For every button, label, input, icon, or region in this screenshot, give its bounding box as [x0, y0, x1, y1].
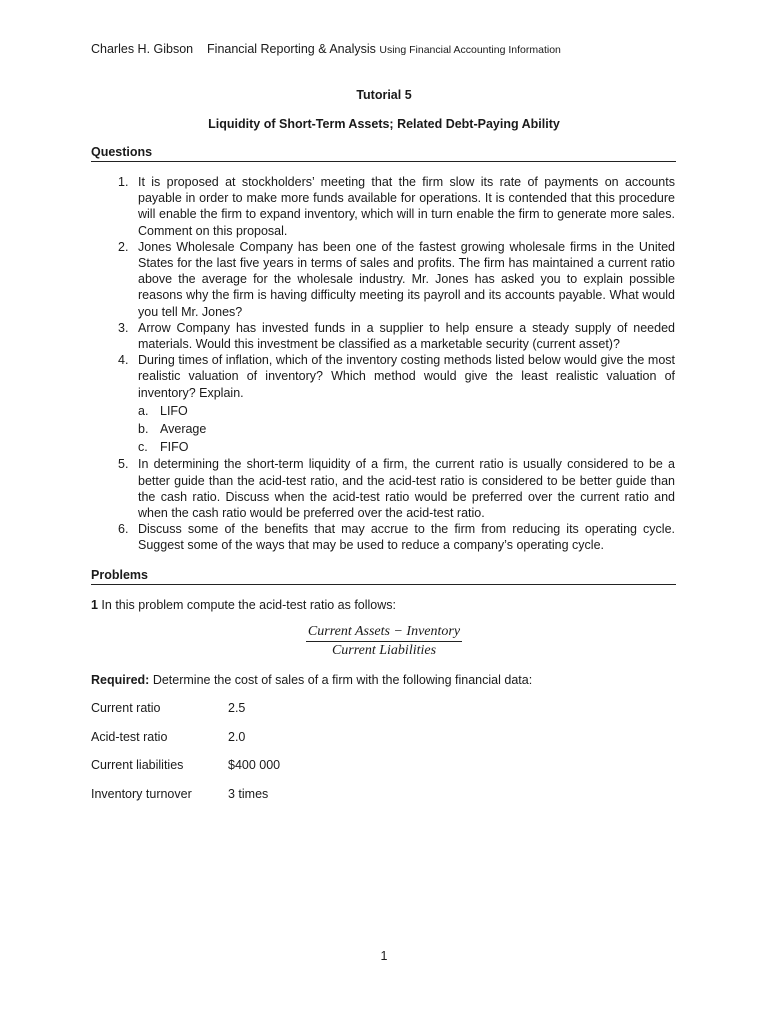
question-number: 5.	[118, 457, 129, 472]
list-text: Average	[160, 422, 207, 437]
list-text: LIFO	[160, 403, 188, 418]
list-letter: a.	[138, 403, 149, 418]
question-item	[91, 239, 675, 320]
data-label: Current ratio	[91, 701, 161, 715]
question-text: Arrow Company has invested funds in a supplier to help ensure a steady supply of needed materials. Would this investment be classified as a marketable security (current asset)?	[138, 320, 675, 352]
data-label: Acid-test ratio	[91, 729, 168, 744]
table-row	[91, 787, 280, 816]
list-item	[138, 402, 675, 420]
tutorial-subtitle: Liquidity of Short-Term Assets; Related Debt-Paying Ability	[208, 117, 560, 131]
book-title: Financial Reporting & Analysis	[207, 42, 376, 56]
page-number: 1	[380, 949, 388, 963]
author-name: Charles H. Gibson	[91, 42, 194, 56]
required-statement	[91, 673, 532, 687]
table-row	[91, 730, 280, 759]
question-number: 1.	[118, 175, 129, 189]
tutorial-title: Tutorial 5	[356, 88, 412, 102]
table-row	[91, 758, 280, 787]
data-label: Current liabilities	[91, 758, 184, 773]
question-item	[91, 352, 675, 456]
problem-number: 1	[91, 598, 98, 612]
question-number: 3.	[118, 320, 129, 335]
question-number: 6.	[118, 522, 129, 537]
question-number: 2.	[118, 239, 129, 254]
question-text: In determining the short-term liquidity of a firm, the current ratio is usually considered to be a better guide than the acid-test ratio, and the acid-test ratio is considered to be better guide than the cash ratio. Discuss when the acid-test ratio would be preferred over the current ratio and when the cash ratio would be preferred over the acid-test ratio.	[138, 457, 675, 521]
questions-heading: Questions	[91, 145, 676, 162]
question-text: It is proposed at stockholders’ meeting that the firm slow its rate of payments on accounts payable in order to make more funds available for operations. It is contended that this procedure will enable the firm to expand inventory, which will in turn enable the firm to generate more sales. Comment on this proposal.	[138, 175, 675, 238]
list-text: FIFO	[160, 440, 189, 455]
question-text: During times of inflation, which of the inventory costing methods listed below would give the most realistic valuation of inventory? Which method would give the least realistic valuation of inventory? Explain.	[138, 353, 675, 400]
formula-fraction	[306, 624, 462, 659]
question-number: 4.	[118, 353, 129, 368]
data-value: 3 times	[228, 787, 269, 802]
financial-data-table	[91, 701, 280, 816]
problems-heading: Problems	[91, 568, 676, 585]
list-item	[138, 420, 675, 438]
acid-test-formula	[0, 624, 768, 659]
question-item	[91, 320, 675, 352]
book-subtitle: Using Financial Accounting Information	[379, 44, 561, 56]
question-text: Jones Wholesale Company has been one of the fastest growing wholesale firms in the United States for the last five years in terms of sales and profits. The firm has maintained a current ratio above the average for the wholesale industry. Mr. Jones has asked you to explain possible reasons why the firm is having difficulty meeting its payroll and its accounts payable. What would you tell Mr. Jones?	[138, 239, 675, 319]
data-value: 2.0	[228, 729, 246, 744]
data-value: $400 000	[228, 758, 281, 773]
question-item	[91, 174, 675, 239]
problem-intro-text: In this problem compute the acid-test ratio as follows:	[97, 598, 397, 612]
required-label: Required:	[91, 673, 150, 687]
inventory-methods-list	[138, 402, 675, 457]
required-text: Determine the cost of sales of a firm with the following financial data:	[149, 673, 533, 687]
formula-numerator: Current Assets − Inventory	[306, 624, 462, 642]
question-text: Discuss some of the benefits that may accrue to the firm from reducing its operating cycle. Suggest some of the ways that may be used to reduce a company’s operating cycle.	[138, 522, 675, 553]
running-header	[91, 42, 561, 56]
table-row	[91, 701, 280, 730]
question-item	[91, 456, 675, 521]
list-letter: c.	[138, 440, 148, 455]
data-label: Inventory turnover	[91, 787, 192, 802]
list-letter: b.	[138, 422, 149, 437]
list-item	[138, 438, 675, 456]
formula-denominator: Current Liabilities	[331, 643, 437, 658]
questions-list	[91, 174, 675, 554]
question-item	[91, 521, 675, 553]
data-value: 2.5	[228, 701, 246, 715]
problem-intro	[91, 598, 396, 612]
